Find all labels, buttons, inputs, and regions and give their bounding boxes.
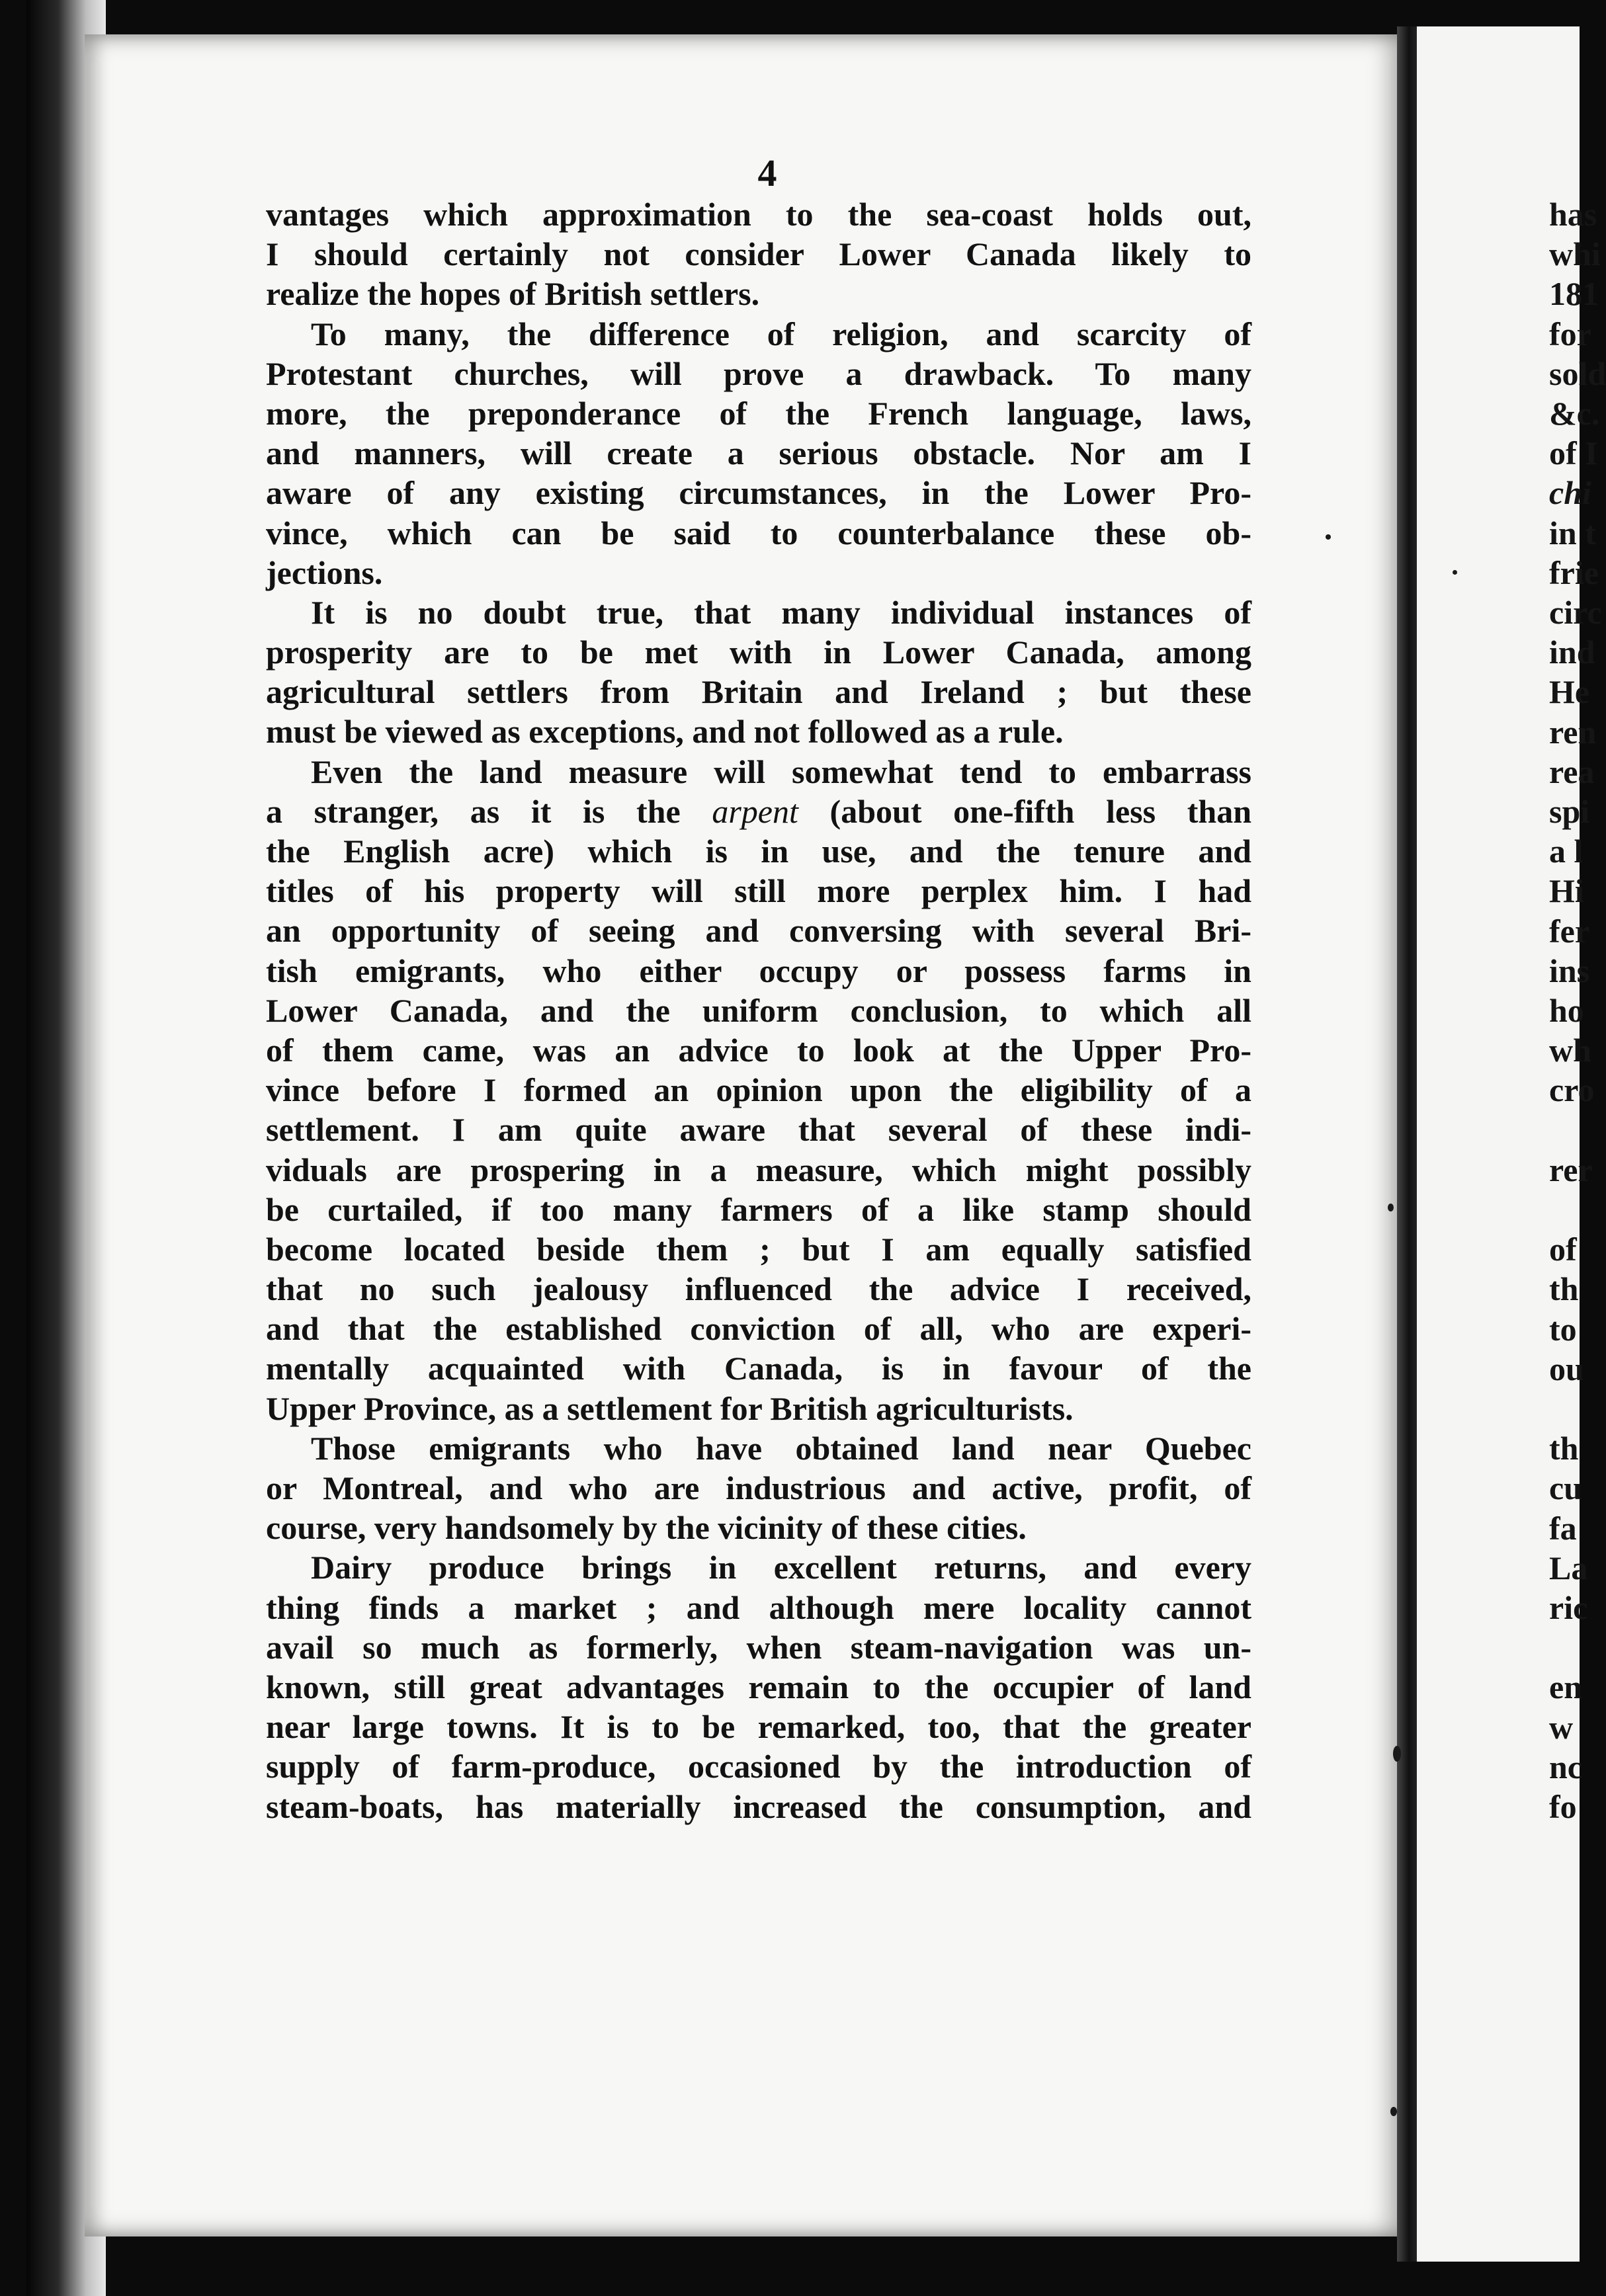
ink-speck bbox=[1393, 1746, 1401, 1762]
text-line: must be viewed as exceptions, and not followed as a rule. bbox=[266, 713, 1064, 751]
facing-page-fragment: has bbox=[1549, 196, 1597, 233]
facing-page-fragment: 181 bbox=[1549, 275, 1599, 313]
facing-page-fragment: of I bbox=[1549, 434, 1598, 472]
ink-speck bbox=[1453, 570, 1457, 575]
text-line: aware of any existing circumstances, in the Lower Pro- bbox=[266, 474, 1251, 512]
facing-page-fragment: of bbox=[1549, 1231, 1577, 1268]
text-line: course, very handsomely by the vicinity of these cities. bbox=[266, 1509, 1027, 1547]
page-gutter bbox=[1397, 26, 1417, 2262]
text-line: viduals are prospering in a measure, which might possibly bbox=[266, 1151, 1251, 1188]
text-line: the English acre) which is in use, and the tenure and bbox=[266, 833, 1251, 870]
facing-page-fragment: for bbox=[1549, 315, 1591, 352]
facing-page-fragment: frie bbox=[1549, 554, 1599, 591]
facing-page-fragment: whi bbox=[1549, 235, 1601, 273]
text-line: and that the established conviction of all, who are experi- bbox=[266, 1310, 1251, 1348]
text-line: Protestant churches, will prove a drawback. To many bbox=[266, 354, 1251, 392]
text-line: an opportunity of seeing and conversing with several Bri- bbox=[266, 912, 1251, 950]
facing-page-fragment: sold bbox=[1549, 354, 1606, 392]
text-line: near large towns. It is to be remarked, too, that the greater bbox=[266, 1708, 1251, 1746]
facing-page-fragment: fa bbox=[1549, 1509, 1577, 1547]
text-line: of them came, was an advice to look at the Upper Pro- bbox=[266, 1031, 1251, 1069]
page-number: 4 bbox=[757, 151, 777, 194]
text-line: vince, which can be said to counterbalance these ob- bbox=[266, 514, 1251, 552]
ink-speck bbox=[1390, 2107, 1397, 2116]
facing-page-fragment: a l bbox=[1549, 833, 1584, 870]
text-line: Those emigrants who have obtained land near Quebec bbox=[311, 1429, 1251, 1467]
facing-page-fragment: en bbox=[1549, 1668, 1582, 1706]
text-line: settlement. I am quite aware that several of these indi- bbox=[266, 1111, 1251, 1149]
body-text bbox=[266, 194, 1251, 1826]
facing-page-fragment: fer bbox=[1549, 912, 1590, 950]
italic-term: arpent bbox=[712, 792, 798, 830]
text-line: jections. bbox=[266, 554, 383, 591]
facing-page-fragment: spi bbox=[1549, 793, 1590, 830]
text-line: steam-boats, has materially increased the consumption, and bbox=[266, 1787, 1251, 1825]
facing-page-fragment: rea bbox=[1549, 753, 1595, 790]
text-line: realize the hopes of British settlers. bbox=[266, 275, 760, 313]
facing-page-fragment: ou bbox=[1549, 1350, 1584, 1387]
text-line: or Montreal, and who are industrious and active, profit, of bbox=[266, 1469, 1251, 1506]
text-line: supply of farm-produce, occasioned by the introduction of bbox=[266, 1748, 1251, 1785]
facing-page-fragment: cu bbox=[1549, 1469, 1582, 1507]
text-line: become located beside them ; but I am equally satisfied bbox=[266, 1230, 1251, 1268]
text-line: prosperity are to be met with in Lower Canada, among bbox=[266, 634, 1251, 671]
facing-page-fragment: ho bbox=[1549, 992, 1584, 1029]
text-line: a stranger, as it is the arpent (about one-fifth less than bbox=[266, 792, 1251, 830]
text-line: It is no doubt true, that many individual instances of bbox=[311, 593, 1251, 631]
text-line: titles of his property will still more perplex him. I had bbox=[266, 872, 1251, 910]
text-line: avail so much as formerly, when steam-navigation was un- bbox=[266, 1628, 1251, 1666]
text-line: and manners, will create a serious obstacle. Nor am I bbox=[266, 434, 1251, 472]
facing-page-fragment: ind bbox=[1549, 634, 1595, 671]
facing-page-fragment: cro bbox=[1549, 1071, 1595, 1109]
text-line: more, the preponderance of the French language, laws, bbox=[266, 394, 1251, 432]
text-line: I should certainly not consider Lower Canada likely to bbox=[266, 235, 1251, 273]
text-line: vince before I formed an opinion upon the eligibility of a bbox=[266, 1071, 1251, 1109]
facing-page-fragment: th bbox=[1549, 1270, 1579, 1308]
ink-speck bbox=[1326, 534, 1331, 540]
text-line: Even the land measure will somewhat tend to embarrass bbox=[311, 753, 1251, 790]
text-line: agricultural settlers from Britain and Ireland ; but these bbox=[266, 673, 1251, 711]
text-line: be curtailed, if too many farmers of a like stamp should bbox=[266, 1190, 1251, 1228]
text-line: known, still great advantages remain to the occupier of land bbox=[266, 1668, 1251, 1705]
facing-page-fragment: &c. bbox=[1549, 395, 1600, 432]
text-line: tish emigrants, who either occupy or possess farms in bbox=[266, 952, 1251, 989]
text-line: that no such jealousy influenced the advice I received, bbox=[266, 1270, 1251, 1308]
facing-page-text bbox=[1549, 194, 1606, 1861]
ink-speck bbox=[1388, 1204, 1394, 1211]
facing-page-fragment: rer bbox=[1549, 1151, 1593, 1188]
facing-page-fragment: fo bbox=[1549, 1788, 1577, 1825]
facing-page-fragment: nc bbox=[1549, 1748, 1582, 1785]
facing-page-fragment: to bbox=[1549, 1310, 1577, 1348]
facing-page-fragment: circ bbox=[1549, 594, 1602, 631]
facing-page-fragment: wh bbox=[1549, 1032, 1591, 1069]
text-line: vantages which approximation to the sea-coast holds out, bbox=[266, 196, 1251, 233]
facing-page-fragment: ins bbox=[1549, 952, 1590, 989]
facing-page-fragment: chi bbox=[1549, 474, 1591, 512]
facing-page-fragment: in t bbox=[1549, 514, 1596, 552]
text-line: thing finds a market ; and although mere locality cannot bbox=[266, 1588, 1251, 1626]
facing-page-fragment: th bbox=[1549, 1430, 1579, 1467]
facing-page-fragment: He bbox=[1549, 673, 1590, 711]
facing-page-fragment: La bbox=[1549, 1549, 1588, 1586]
facing-page-fragment: w bbox=[1549, 1708, 1574, 1746]
facing-page-fragment: ren bbox=[1549, 713, 1597, 751]
text-line: Dairy produce brings in excellent returns, and every bbox=[311, 1549, 1251, 1586]
facing-page-fragment: ric bbox=[1549, 1589, 1588, 1626]
text-line: Lower Canada, and the uniform conclusion, to which all bbox=[266, 991, 1251, 1029]
text-line: Upper Province, as a settlement for British agriculturists. bbox=[266, 1389, 1074, 1427]
facing-page-fragment: Hi bbox=[1549, 872, 1584, 910]
text-line: To many, the difference of religion, and scarcity of bbox=[311, 315, 1251, 352]
text-line: mentally acquainted with Canada, is in favour of the bbox=[266, 1350, 1251, 1387]
